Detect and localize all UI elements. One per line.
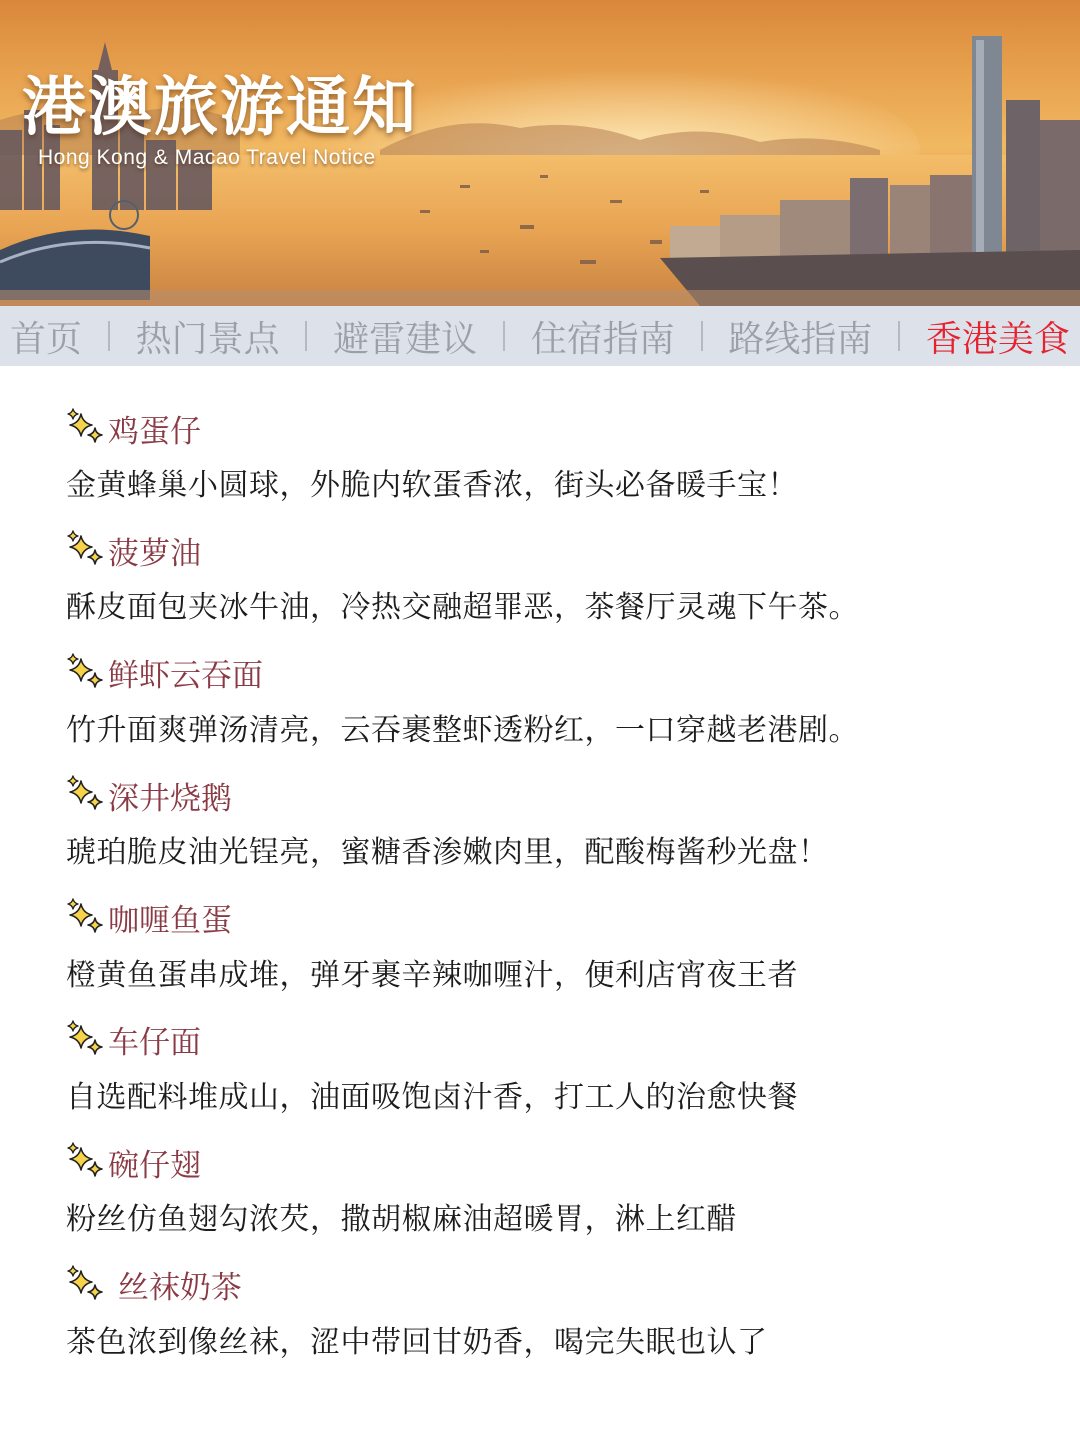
page-subtitle: Hong Kong & Macao Travel Notice <box>38 146 376 169</box>
sparkles-icon <box>66 653 106 693</box>
food-name: 深井烧鹅 <box>108 780 232 817</box>
food-name: 丝袜奶茶 <box>108 1270 242 1307</box>
nav-item-home[interactable]: 首页 <box>10 318 83 360</box>
food-description: 金黄蜂巢小圆球，外脆内软蛋香浓，街头必备暖手宝！ <box>66 468 798 503</box>
nav-divider <box>701 321 703 351</box>
list-item <box>66 404 1046 526</box>
sparkles-icon <box>66 1142 106 1182</box>
list-item <box>66 1138 1046 1260</box>
nav-divider <box>108 321 110 351</box>
nav-item-routes[interactable]: 路线指南 <box>728 318 873 360</box>
food-description: 橙黄鱼蛋串成堆，弹牙裹辛辣咖喱汁，便利店宵夜王者 <box>66 957 798 993</box>
page-title: 港澳旅游通知 <box>22 71 418 145</box>
hero-banner <box>0 0 1080 306</box>
food-list <box>66 404 1046 1383</box>
food-description: 竹升面爽弹汤清亮，云吞裹整虾透粉红，一口穿越老港剧。 <box>66 712 859 748</box>
list-item <box>66 771 1046 893</box>
food-name: 鲜虾云吞面 <box>108 658 263 695</box>
list-item <box>66 1016 1046 1138</box>
food-description: 酥皮面包夹冰牛油，冷热交融超罪恶，茶餐厅灵魂下午茶。 <box>66 590 859 626</box>
food-name: 鸡蛋仔 <box>108 413 201 450</box>
nav-divider <box>305 321 307 351</box>
list-item <box>66 1261 1046 1383</box>
food-description: 自选配料堆成山，油面吸饱卤汁香，打工人的治愈快餐 <box>66 1079 798 1115</box>
nav-divider <box>898 321 900 351</box>
nav-item-attractions[interactable]: 热门景点 <box>135 318 280 360</box>
list-item <box>66 894 1046 1016</box>
nav-item-accommodation[interactable]: 住宿指南 <box>530 318 675 360</box>
list-item <box>66 526 1046 648</box>
food-name: 车仔面 <box>108 1025 201 1062</box>
nav-item-pitfalls[interactable]: 避雷建议 <box>333 318 478 360</box>
food-description: 粉丝仿鱼翅勾浓芡，撒胡椒麻油超暖胃，淋上红醋 <box>66 1202 737 1238</box>
nav-item-hk-food[interactable]: 香港美食 <box>925 318 1070 360</box>
food-description: 琥珀脆皮油光锃亮，蜜糖香渗嫩肉里，配酸梅酱秒光盘！ <box>66 835 829 871</box>
food-name: 咖喱鱼蛋 <box>108 903 232 940</box>
sparkles-icon <box>66 775 106 815</box>
sparkles-icon <box>66 1020 106 1060</box>
list-item <box>66 649 1046 771</box>
food-description: 茶色浓到像丝袜，涩中带回甘奶香，喝完失眠也认了 <box>66 1324 768 1360</box>
sparkles-icon <box>66 408 106 448</box>
sparkles-icon <box>66 1265 106 1305</box>
top-nav <box>0 306 1080 366</box>
sparkles-icon <box>66 898 106 938</box>
nav-divider <box>503 321 505 351</box>
food-name: 碗仔翅 <box>108 1147 201 1184</box>
sparkles-icon <box>66 530 106 570</box>
food-name: 菠萝油 <box>108 535 201 572</box>
